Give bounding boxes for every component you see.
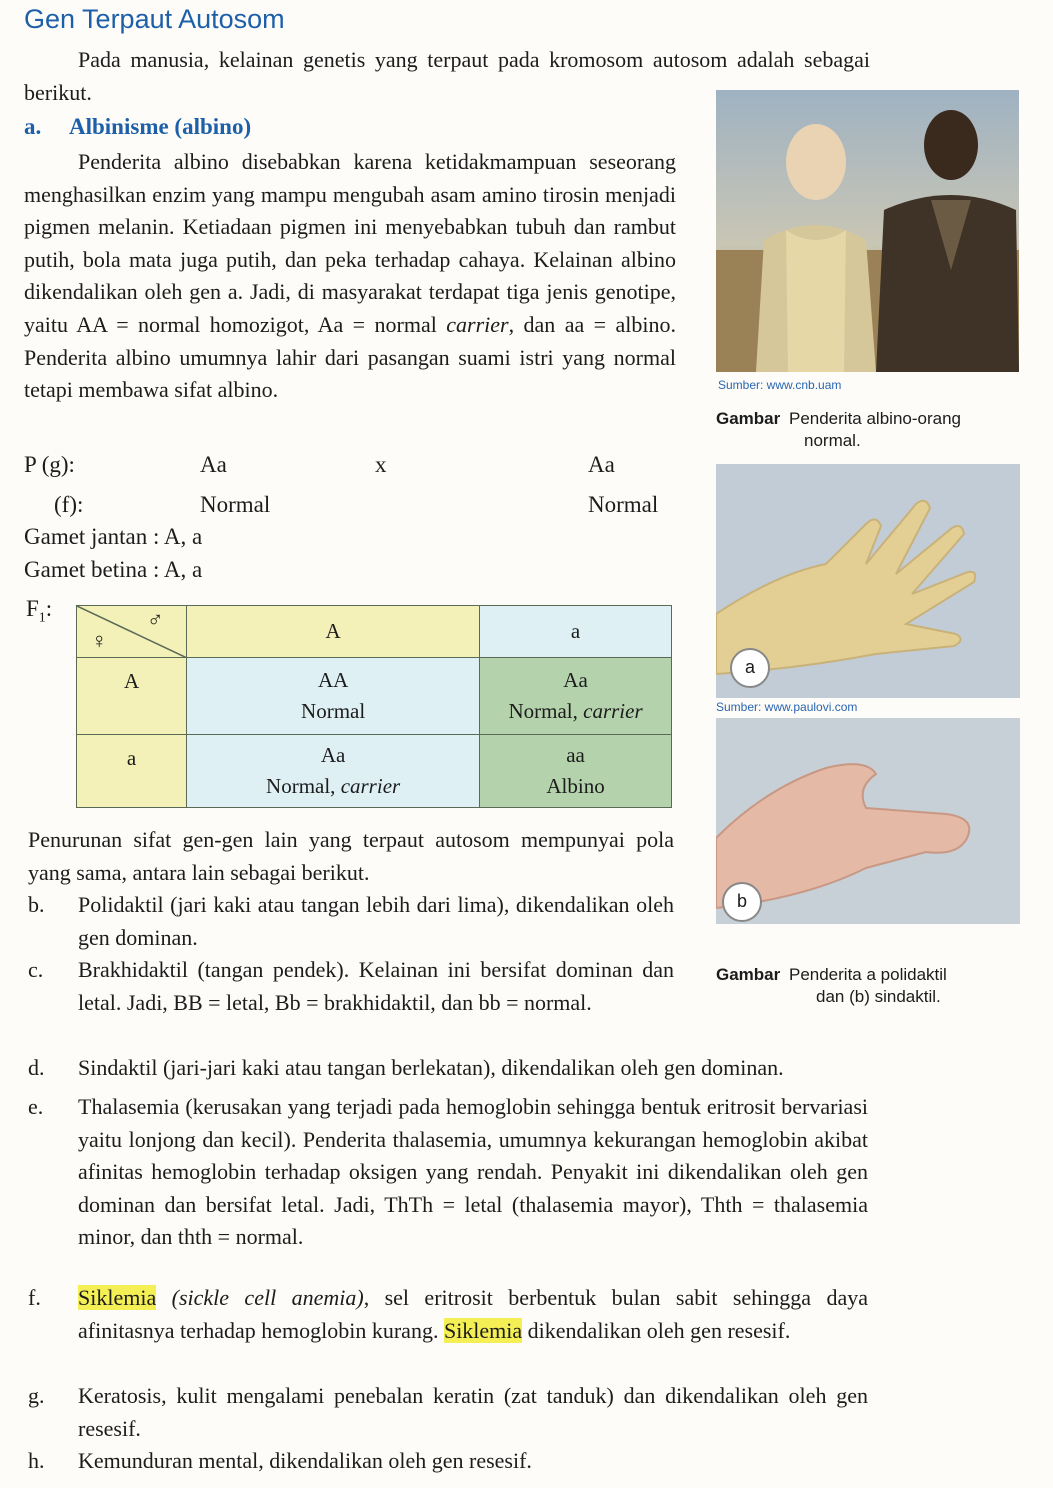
cell-Aa-2: [187, 735, 480, 808]
albino-text-2: , dan aa = albino. Penderita albino umumnya lahir dari pasangan suami istri yang normal tetapi membawa sifat albino.: [24, 311, 676, 403]
column-header-A: A: [187, 606, 480, 658]
list-item-d: [28, 1052, 988, 1085]
f1-colon: :: [45, 596, 53, 621]
cell-Aa-1-pheno-text: Normal,: [508, 699, 584, 723]
figure2-caption-bold: Gambar: [716, 965, 781, 984]
cell-Aa-2-pheno-text: Normal,: [266, 774, 341, 798]
figure1-caption-bold: Gambar: [716, 409, 781, 428]
figure1-caption: [716, 408, 1026, 452]
f1-subscript: 1: [38, 610, 46, 626]
list-f-label: f.: [28, 1285, 41, 1310]
section-a-heading: [24, 114, 251, 140]
list-d-label: d.: [28, 1055, 45, 1080]
cell-Aa-1-genotype: Aa: [563, 668, 588, 692]
list-f-mid: , sel eritrosit berbentuk bulan sabit sehingga daya afinitasnya terhadap hemoglobin kurang.: [78, 1285, 868, 1343]
pattern-paragraph: Penurunan sifat gen-gen lain yang terpaut autosom mempunyai pola yang sama, antara lain sebagai berikut.: [28, 827, 674, 885]
sickle-cell-italic: (sickle cell anemia): [171, 1285, 364, 1310]
badge-a: a: [730, 648, 770, 688]
section-a-title: Albinisme (albino): [69, 114, 252, 139]
figure2-caption-line2: dan (b) sindaktil.: [816, 987, 941, 1006]
albino-text-italic: carrier: [446, 311, 509, 337]
figure1-source: Sumber: www.cnb.uam: [718, 378, 842, 392]
row-header-A: A: [77, 658, 187, 735]
intro-paragraph: Pada manusia, kelainan genetis yang terpaut pada kromosom autosom adalah sebagai berikut.: [24, 47, 870, 105]
cell-Aa-2-genotype: Aa: [320, 743, 346, 767]
cell-aa: [480, 735, 672, 808]
punnett-square: [76, 605, 672, 808]
section-a-label: a.: [24, 114, 42, 139]
list-f-end: dikendalikan oleh gen resesif.: [522, 1317, 791, 1343]
row-header-a: a: [77, 735, 187, 808]
siklemia-highlight-2: Siklemia: [443, 1317, 523, 1343]
column-header-a: a: [480, 606, 672, 658]
list-item-b: [28, 889, 674, 954]
list-e-text: Thalasemia (kerusakan yang terjadi pada hemoglobin sehingga bentuk eritrosit bervariasi yaitu lonjong dan kecil). Penderita thalasemia, umumnya kekurangan hemoglobin akibat afinitas hemoglobin terhadap oksigen yang rendah. Penyakit ini dikendalikan oleh gen dominan dan bersifat letal. Jadi, ThTh = letal (thalasemia mayor), Thth = thalasemia minor, dan thth = normal.: [78, 1094, 868, 1250]
cross-phenotype-2: Normal: [588, 492, 659, 517]
cell-AA-genotype: AA: [317, 668, 349, 692]
cross-x: x: [375, 452, 387, 477]
list-c-label: c.: [28, 957, 44, 982]
list-h-text: Kemunduran mental, dikendalikan oleh gen resesif.: [78, 1448, 532, 1473]
list-e-label: e.: [28, 1094, 44, 1119]
list-b-text: Polidaktil (jari kaki atau tangan lebih dari lima), dikendalikan oleh gen dominan.: [78, 892, 674, 950]
badge-b: b: [722, 882, 762, 922]
syndactyl-photo: [716, 718, 1020, 924]
female-symbol-icon: ♀: [91, 628, 108, 653]
list-item-f: [28, 1282, 868, 1347]
f1-label: [26, 596, 52, 627]
cell-aa-phenotype: Albino: [546, 774, 605, 798]
figure2-caption-line1: Penderita a polidaktil: [788, 965, 947, 984]
list-item-h: [28, 1445, 868, 1478]
albino-photo-image: [716, 90, 1019, 372]
cell-Aa-1-phenotype: [481, 696, 670, 727]
polydactyl-photo: [716, 464, 1020, 698]
cell-Aa-2-carrier: carrier: [340, 774, 401, 798]
albino-paragraph: [24, 146, 676, 407]
list-f-text: [78, 1282, 868, 1347]
cross-p-label: P (g):: [24, 452, 75, 477]
syndactyl-hand-image: [716, 718, 1020, 924]
figure2-source: Sumber: www.paulovi.com: [716, 700, 858, 714]
cell-Aa-2-phenotype: [188, 771, 478, 802]
list-g-text: Keratosis, kulit mengalami penebalan keratin (zat tanduk) dan dikendalikan oleh gen resesif.: [78, 1383, 868, 1441]
cell-Aa-1: [480, 658, 672, 735]
list-h-label: h.: [28, 1448, 45, 1473]
albino-text-1: Penderita albino disebabkan karena ketidakmampuan seseorang menghasilkan enzim yang mampu mengubah asam amino tirosin menjadi pigmen melanin. Ketiadaan pigmen ini menyebabkan tubuh dan rambut putih, bola mata juga putih, dan peka terhadap cahaya. Kelainan albino dikendalikan oleh gen a. Jadi, di masyarakat terdapat tiga jenis genotipe, yaitu AA = normal homozigot, Aa = normal: [24, 149, 676, 337]
list-c-text: Brakhidaktil (tangan pendek). Kelainan ini bersifat dominan dan letal. Jadi, BB = letal, Bb = brakhidaktil, dan bb = normal.: [78, 957, 674, 1015]
gamete-male: Gamet jantan : A, a: [24, 524, 203, 549]
list-item-e: [28, 1091, 868, 1254]
cross-f-label: (f):: [54, 492, 84, 517]
list-d-text: Sindaktil (jari-jari kaki atau tangan berlekatan), dikendalikan oleh gen dominan.: [78, 1055, 784, 1080]
punnett-corner: [77, 606, 187, 658]
cell-AA: [187, 658, 480, 735]
list-g-label: g.: [28, 1383, 45, 1408]
cell-AA-phenotype: Normal: [301, 699, 366, 723]
figure2-caption: [716, 964, 1036, 1008]
f1-letter: F: [26, 596, 39, 621]
gamete-female: Gamet betina : A, a: [24, 557, 203, 582]
list-item-g: [28, 1380, 868, 1445]
siklemia-highlight-1: Siklemia: [78, 1285, 157, 1310]
list-item-c: [28, 954, 674, 1019]
cross-phenotype-1: Normal: [200, 492, 271, 517]
albino-photo: [716, 90, 1019, 372]
cross-parent-1: Aa: [200, 452, 227, 477]
figure1-caption-line1: Penderita albino-orang: [788, 409, 961, 428]
cell-aa-genotype: aa: [566, 743, 585, 767]
list-b-label: b.: [28, 892, 45, 917]
page-title: Gen Terpaut Autosom: [24, 4, 285, 34]
cross-parent-2: Aa: [588, 452, 615, 477]
cell-Aa-1-carrier: carrier: [583, 699, 643, 723]
male-symbol-icon: ♂: [147, 607, 164, 632]
figure1-caption-line2: normal.: [804, 431, 861, 450]
